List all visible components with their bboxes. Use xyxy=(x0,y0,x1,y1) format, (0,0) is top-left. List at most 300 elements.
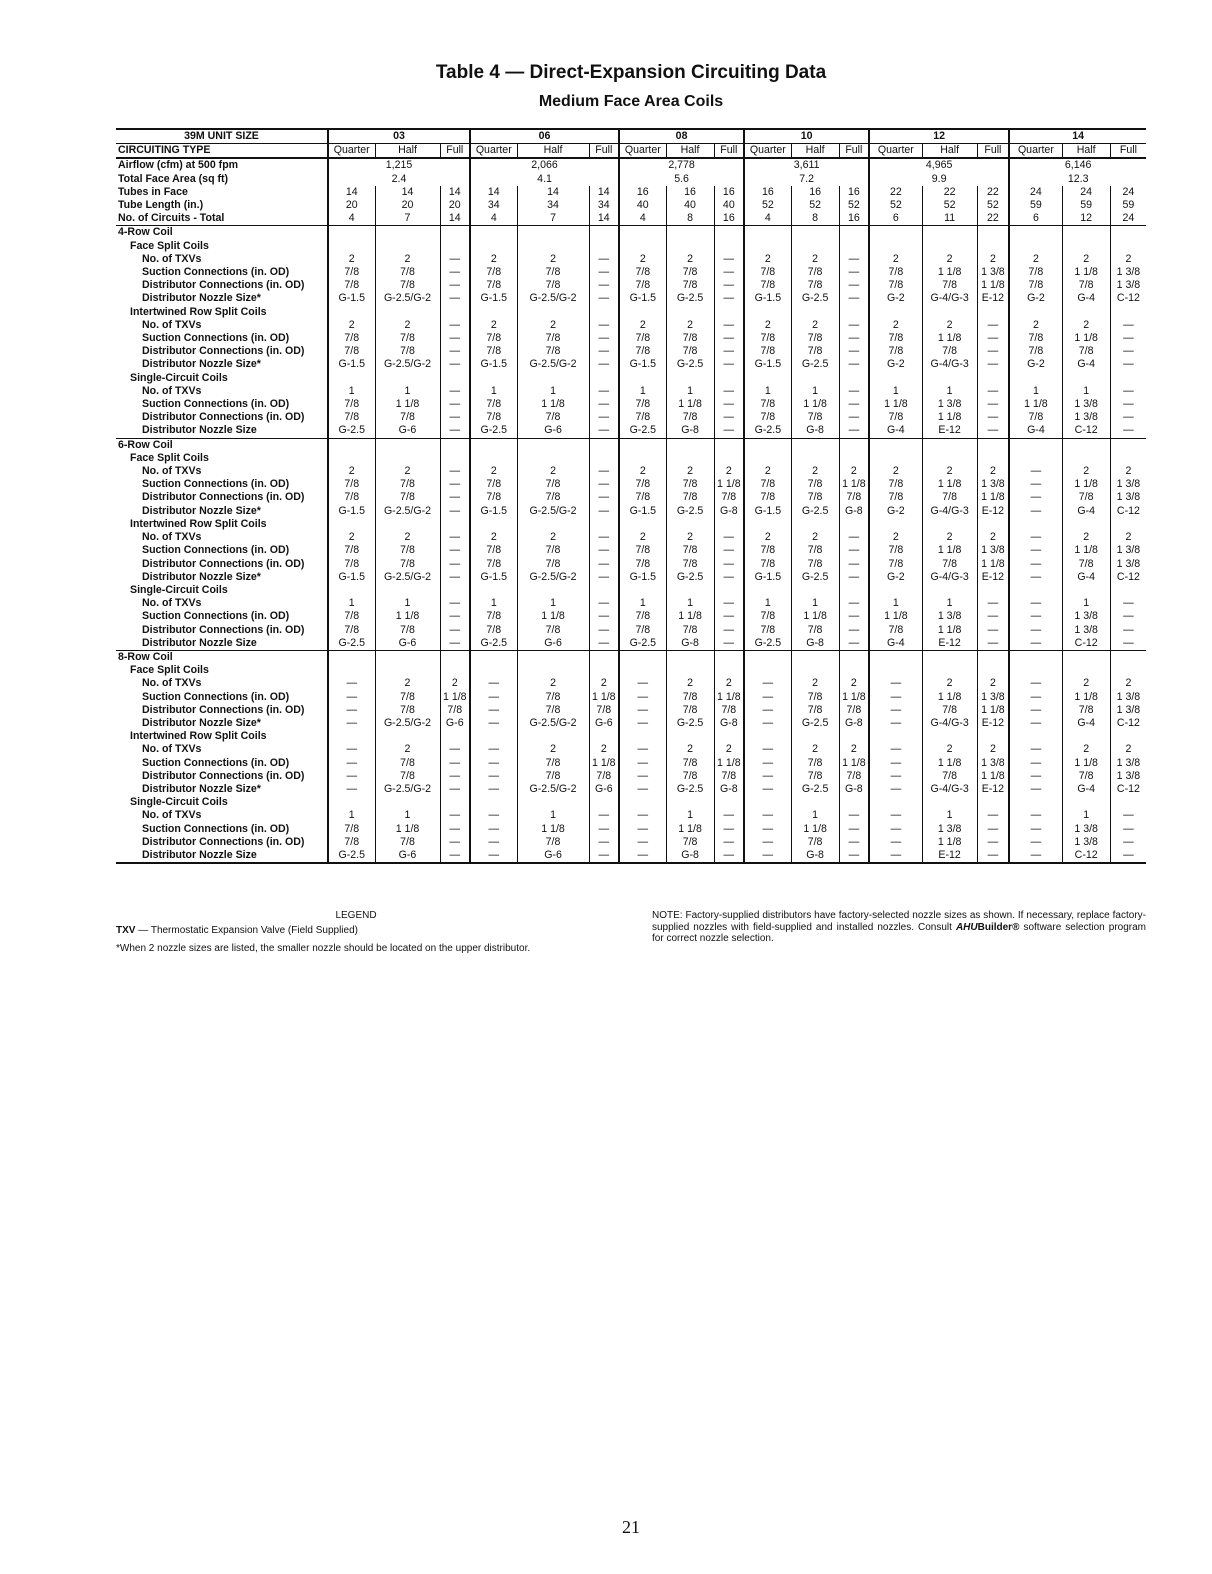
table-cell: — xyxy=(869,783,922,796)
table-cell: — xyxy=(714,637,744,651)
table-cell: — xyxy=(1110,849,1146,863)
table-cell: G-2 xyxy=(869,292,922,305)
table-cell: 7 xyxy=(517,212,589,226)
table-cell: G-1.5 xyxy=(328,505,375,518)
table-cell: G-8 xyxy=(839,717,869,730)
empty-cell xyxy=(470,372,517,385)
table-cell: 1 1/8 xyxy=(517,823,589,836)
empty-cell xyxy=(375,240,440,253)
table-cell: — xyxy=(328,691,375,704)
empty-cell xyxy=(839,226,869,240)
table-cell: — xyxy=(440,465,470,478)
table-cell: — xyxy=(470,691,517,704)
legend-txv xyxy=(116,925,596,938)
empty-cell xyxy=(1110,518,1146,531)
table-cell: — xyxy=(714,849,744,863)
table-cell: 1 1/8 xyxy=(589,757,619,770)
table-cell: 7/8 xyxy=(666,279,714,292)
note-brand-bold: Builder® xyxy=(977,921,1020,933)
empty-cell xyxy=(714,452,744,465)
table-cell: G-1.5 xyxy=(470,358,517,371)
table-cell: 1 3/8 xyxy=(1110,544,1146,557)
table-cell: 24 xyxy=(1009,186,1062,199)
table-cell: 2 xyxy=(470,531,517,544)
row-label: No. of TXVs xyxy=(142,252,202,265)
table-cell: — xyxy=(470,849,517,863)
table-cell: 52 xyxy=(744,199,791,212)
table-cell: 20 xyxy=(375,199,440,212)
table-cell: — xyxy=(714,266,744,279)
empty-cell xyxy=(375,372,440,385)
table-cell: — xyxy=(1009,717,1062,730)
empty-cell xyxy=(328,438,375,452)
table-cell: 7/8 xyxy=(869,345,922,358)
empty-cell xyxy=(666,584,714,597)
table-cell: 7/8 xyxy=(1062,704,1110,717)
table-cell: G-4 xyxy=(869,424,922,438)
table-cell: 7/8 xyxy=(1062,345,1110,358)
table-cell: G-2.5 xyxy=(328,637,375,651)
table-cell: — xyxy=(440,345,470,358)
table-cell: 14 xyxy=(440,212,470,226)
table-cell: 7/8 xyxy=(869,544,922,557)
table-row xyxy=(116,637,1146,651)
empty-cell xyxy=(470,518,517,531)
empty-cell xyxy=(619,306,666,319)
table-cell: 7/8 xyxy=(922,279,977,292)
table-cell: — xyxy=(589,253,619,266)
table-cell: 2 xyxy=(666,531,714,544)
table-cell: — xyxy=(440,358,470,371)
table-cell: G-2.5/G-2 xyxy=(517,505,589,518)
table-row xyxy=(116,411,1146,424)
empty-cell xyxy=(470,796,517,809)
row-label: Suction Connections (in. OD) xyxy=(142,332,290,345)
empty-cell xyxy=(839,796,869,809)
table-cell: G-1.5 xyxy=(744,292,791,305)
empty-cell xyxy=(1009,584,1062,597)
empty-cell xyxy=(714,584,744,597)
table-cell: 2 xyxy=(619,253,666,266)
table-cell: — xyxy=(619,836,666,849)
table-cell: — xyxy=(1110,597,1146,610)
empty-cell xyxy=(869,306,922,319)
empty-cell xyxy=(440,584,470,597)
table-cell: 2 xyxy=(839,677,869,690)
unit-size-header: 06 xyxy=(470,129,619,144)
table-cell: 7/8 xyxy=(470,478,517,491)
empty-cell xyxy=(470,452,517,465)
table-cell: 2 xyxy=(869,465,922,478)
table-cell: — xyxy=(977,424,1009,438)
empty-cell xyxy=(440,518,470,531)
table-cell: G-4 xyxy=(1062,783,1110,796)
table-cell: 12 xyxy=(1062,212,1110,226)
note-brand-italic: AHU xyxy=(955,921,978,933)
empty-cell xyxy=(744,664,791,677)
table-cell: 1 xyxy=(375,597,440,610)
table-cell: — xyxy=(744,770,791,783)
table-cell: G-1.5 xyxy=(619,571,666,584)
table-cell: 7/8 xyxy=(470,624,517,637)
empty-cell xyxy=(922,730,977,743)
table-cell: G-4/G-3 xyxy=(922,571,977,584)
empty-cell xyxy=(619,584,666,597)
table-cell: 2 xyxy=(375,253,440,266)
table-row xyxy=(116,279,1146,292)
table-cell: 7/8 xyxy=(666,478,714,491)
table-cell: 1 xyxy=(1062,597,1110,610)
table-cell: 7/8 xyxy=(666,770,714,783)
table-cell: — xyxy=(869,677,922,690)
table-cell: 2 xyxy=(1062,743,1110,756)
table-row xyxy=(116,717,1146,730)
table-cell: 1 3/8 xyxy=(1062,398,1110,411)
empty-cell xyxy=(517,584,589,597)
empty-cell xyxy=(375,226,440,240)
empty-cell xyxy=(791,372,839,385)
table-cell: 1 3/8 xyxy=(1062,610,1110,623)
table-cell: 1 1/8 xyxy=(440,691,470,704)
table-cell: E-12 xyxy=(977,292,1009,305)
table-cell: — xyxy=(714,332,744,345)
empty-cell xyxy=(977,730,1009,743)
table-cell: 1 xyxy=(791,385,839,398)
empty-cell xyxy=(589,226,619,240)
empty-cell xyxy=(839,240,869,253)
row-label: Distributor Connections (in. OD) xyxy=(142,557,305,570)
empty-cell xyxy=(977,664,1009,677)
table-cell: 14 xyxy=(440,186,470,199)
table-cell: 6 xyxy=(1009,212,1062,226)
empty-cell xyxy=(375,584,440,597)
table-cell: 2 xyxy=(869,531,922,544)
table-cell: — xyxy=(714,836,744,849)
empty-cell xyxy=(922,584,977,597)
empty-cell xyxy=(1110,730,1146,743)
empty-cell xyxy=(922,306,977,319)
row-label: Suction Connections (in. OD) xyxy=(142,544,290,557)
empty-cell xyxy=(666,730,714,743)
table-cell: — xyxy=(328,743,375,756)
table-cell: 7/8 xyxy=(1009,411,1062,424)
table-cell: 7/8 xyxy=(744,544,791,557)
empty-cell xyxy=(869,372,922,385)
empty-cell xyxy=(589,796,619,809)
table-cell: G-8 xyxy=(714,505,744,518)
table-cell: 40 xyxy=(619,199,666,212)
table-cell: 2 xyxy=(791,677,839,690)
table-cell: — xyxy=(714,823,744,836)
empty-cell xyxy=(791,452,839,465)
empty-cell xyxy=(619,452,666,465)
table-row xyxy=(116,478,1146,491)
table-cell: — xyxy=(440,558,470,571)
table-cell: 2 xyxy=(619,319,666,332)
table-cell: — xyxy=(1110,345,1146,358)
table-cell: — xyxy=(977,610,1009,623)
legend-txv-abbr: TXV xyxy=(116,924,136,936)
table-cell: 7/8 xyxy=(375,332,440,345)
table-cell: 22 xyxy=(977,212,1009,226)
table-cell: G-2.5/G-2 xyxy=(375,717,440,730)
table-cell: — xyxy=(1009,597,1062,610)
table-cell: — xyxy=(744,836,791,849)
circuiting-type-header: Half xyxy=(517,144,589,159)
table-cell: — xyxy=(440,398,470,411)
circuiting-type-header: Quarter xyxy=(619,144,666,159)
empty-cell xyxy=(589,240,619,253)
table-cell: 7/8 xyxy=(744,266,791,279)
table-row xyxy=(116,544,1146,557)
empty-cell xyxy=(440,306,470,319)
empty-cell xyxy=(517,650,589,664)
empty-cell xyxy=(869,452,922,465)
empty-cell xyxy=(470,306,517,319)
table-cell: 2 xyxy=(619,465,666,478)
table-cell: 2.4 xyxy=(328,173,470,186)
table-cell: 2 xyxy=(666,677,714,690)
table-cell: — xyxy=(1009,836,1062,849)
table-row xyxy=(116,319,1146,332)
table-cell: — xyxy=(839,398,869,411)
empty-cell xyxy=(619,372,666,385)
table-cell: 1 1/8 xyxy=(869,610,922,623)
circuiting-type-header: Quarter xyxy=(1009,144,1062,159)
table-cell: 7/8 xyxy=(666,558,714,571)
table-cell: 7/8 xyxy=(517,266,589,279)
table-cell: 7/8 xyxy=(922,345,977,358)
table-cell: G-1.5 xyxy=(619,292,666,305)
table-cell: 16 xyxy=(619,186,666,199)
table-cell: — xyxy=(1009,478,1062,491)
table-cell: — xyxy=(619,717,666,730)
empty-cell xyxy=(589,438,619,452)
table-cell: 7/8 xyxy=(839,704,869,717)
empty-cell xyxy=(328,452,375,465)
table-cell: 1 1/8 xyxy=(714,478,744,491)
table-cell: 7/8 xyxy=(328,544,375,557)
empty-cell xyxy=(375,452,440,465)
empty-cell xyxy=(977,306,1009,319)
table-cell: 4 xyxy=(744,212,791,226)
table-cell: 1 3/8 xyxy=(1110,279,1146,292)
empty-cell xyxy=(791,226,839,240)
table-cell: — xyxy=(714,345,744,358)
table-cell: — xyxy=(619,743,666,756)
empty-cell xyxy=(869,796,922,809)
table-cell: — xyxy=(440,266,470,279)
table-cell: — xyxy=(470,717,517,730)
empty-cell xyxy=(619,730,666,743)
table-cell: G-2.5/G-2 xyxy=(375,358,440,371)
table-cell: — xyxy=(619,849,666,863)
empty-cell xyxy=(977,650,1009,664)
table-cell: — xyxy=(470,743,517,756)
table-cell: 7/8 xyxy=(791,544,839,557)
table-cell: 7/8 xyxy=(517,544,589,557)
table-cell: 2 xyxy=(328,465,375,478)
empty-cell xyxy=(619,240,666,253)
table-cell: — xyxy=(714,544,744,557)
table-cell: G-8 xyxy=(666,637,714,651)
table-cell: 1 3/8 xyxy=(1110,266,1146,279)
table-cell: — xyxy=(839,849,869,863)
table-cell: — xyxy=(1009,491,1062,504)
table-cell: 7/8 xyxy=(328,823,375,836)
section-label: 4-Row Coil xyxy=(116,226,328,240)
table-cell: — xyxy=(839,253,869,266)
table-row xyxy=(116,158,1146,172)
table-cell: — xyxy=(714,424,744,438)
empty-cell xyxy=(714,796,744,809)
table-cell: — xyxy=(714,253,744,266)
table-cell: — xyxy=(328,757,375,770)
table-cell: E-12 xyxy=(977,783,1009,796)
table-cell: 1 3/8 xyxy=(922,823,977,836)
table-cell: 4,965 xyxy=(869,158,1009,172)
empty-cell xyxy=(922,664,977,677)
table-cell: 59 xyxy=(1009,199,1062,212)
table-cell: 1 1/8 xyxy=(1062,332,1110,345)
table-cell: — xyxy=(977,319,1009,332)
table-cell: 7/8 xyxy=(666,836,714,849)
table-cell: 7/8 xyxy=(869,279,922,292)
empty-cell xyxy=(375,650,440,664)
empty-cell xyxy=(470,730,517,743)
table-cell: 7/8 xyxy=(328,411,375,424)
table-cell: 1 xyxy=(619,385,666,398)
table-cell: 14 xyxy=(375,186,440,199)
table-cell: 7/8 xyxy=(666,266,714,279)
table-cell: 7/8 xyxy=(744,345,791,358)
table-cell: 2 xyxy=(375,319,440,332)
table-cell: G-2 xyxy=(869,571,922,584)
table-cell: 20 xyxy=(328,199,375,212)
empty-cell xyxy=(1062,438,1110,452)
table-cell: 2 xyxy=(517,743,589,756)
empty-cell xyxy=(328,306,375,319)
table-cell: G-2.5 xyxy=(666,571,714,584)
empty-cell xyxy=(744,584,791,597)
table-cell: — xyxy=(1009,610,1062,623)
empty-cell xyxy=(440,650,470,664)
page-subtitle: Medium Face Area Coils xyxy=(538,93,724,110)
table-cell: — xyxy=(839,558,869,571)
table-cell: 1 1/8 xyxy=(666,610,714,623)
empty-cell xyxy=(1009,306,1062,319)
empty-cell xyxy=(470,664,517,677)
row-label: No. of TXVs xyxy=(142,677,202,690)
table-cell: C-12 xyxy=(1110,717,1146,730)
table-cell: G-2.5 xyxy=(619,424,666,438)
empty-cell xyxy=(666,240,714,253)
table-cell: 1 3/8 xyxy=(1062,836,1110,849)
table-cell: 7/8 xyxy=(791,332,839,345)
table-cell: 7/8 xyxy=(470,398,517,411)
table-cell: 7/8 xyxy=(619,398,666,411)
table-cell: — xyxy=(589,398,619,411)
table-cell: — xyxy=(440,624,470,637)
empty-cell xyxy=(1110,372,1146,385)
table-cell: 7/8 xyxy=(517,836,589,849)
table-cell: G-1.5 xyxy=(328,571,375,584)
table-cell: — xyxy=(1009,558,1062,571)
empty-cell xyxy=(714,372,744,385)
empty-cell xyxy=(1062,240,1110,253)
table-cell: — xyxy=(1009,704,1062,717)
table-cell: G-2 xyxy=(869,358,922,371)
table-cell: — xyxy=(714,610,744,623)
row-label: Distributor Nozzle Size xyxy=(142,636,257,649)
table-cell: E-12 xyxy=(977,571,1009,584)
group-row xyxy=(116,584,1146,597)
row-label: Distributor Connections (in. OD) xyxy=(142,623,305,636)
empty-cell xyxy=(744,226,791,240)
empty-cell xyxy=(1110,226,1146,240)
empty-cell xyxy=(869,584,922,597)
group-row xyxy=(116,518,1146,531)
table-cell: 2 xyxy=(375,531,440,544)
table-cell: G-2.5/G-2 xyxy=(375,571,440,584)
table-cell: — xyxy=(839,358,869,371)
table-cell: 7/8 xyxy=(517,345,589,358)
empty-cell xyxy=(1009,730,1062,743)
table-cell: — xyxy=(1009,770,1062,783)
table-cell: 2 xyxy=(517,319,589,332)
table-cell: — xyxy=(1009,849,1062,863)
table-row xyxy=(116,332,1146,345)
table-cell: — xyxy=(470,677,517,690)
table-cell: G-2.5 xyxy=(470,637,517,651)
row-label: Distributor Connections (in. OD) xyxy=(142,345,305,358)
table-cell: 1 1/8 xyxy=(922,332,977,345)
table-cell: 2 xyxy=(839,465,869,478)
table-cell: C-12 xyxy=(1062,849,1110,863)
table-cell: — xyxy=(619,809,666,822)
table-cell: 24 xyxy=(1110,186,1146,199)
table-cell: G-4 xyxy=(869,637,922,651)
table-cell: 1 3/8 xyxy=(977,266,1009,279)
table-cell: 2 xyxy=(1110,253,1146,266)
table-cell: G-8 xyxy=(839,783,869,796)
group-row xyxy=(116,240,1146,253)
row-label: Suction Connections (in. OD) xyxy=(142,756,290,769)
empty-cell xyxy=(619,796,666,809)
table-cell: G-8 xyxy=(791,637,839,651)
empty-cell xyxy=(869,226,922,240)
note-prefix: NOTE: Factory-supplied distributors have factory-selected nozzle sizes as shown. If necessary, replace factory-supplied nozzles with field-supplied and installed nozzles. Consult xyxy=(652,910,1146,933)
table-cell: 2 xyxy=(839,743,869,756)
group-row xyxy=(116,664,1146,677)
table-cell: 4 xyxy=(328,212,375,226)
unit-size-header: 08 xyxy=(619,129,744,144)
table-cell: 2 xyxy=(1110,677,1146,690)
table-cell: — xyxy=(744,743,791,756)
table-cell: 7/8 xyxy=(619,558,666,571)
table-cell: G-2.5/G-2 xyxy=(517,783,589,796)
empty-cell xyxy=(791,518,839,531)
table-cell: 1 xyxy=(791,597,839,610)
table-cell: 7/8 xyxy=(922,770,977,783)
table-cell: E-12 xyxy=(922,637,977,651)
table-cell: 1 1/8 xyxy=(977,558,1009,571)
table-cell: — xyxy=(839,571,869,584)
table-cell: 7/8 xyxy=(922,491,977,504)
table-cell: — xyxy=(619,783,666,796)
empty-cell xyxy=(839,306,869,319)
empty-cell xyxy=(1062,584,1110,597)
